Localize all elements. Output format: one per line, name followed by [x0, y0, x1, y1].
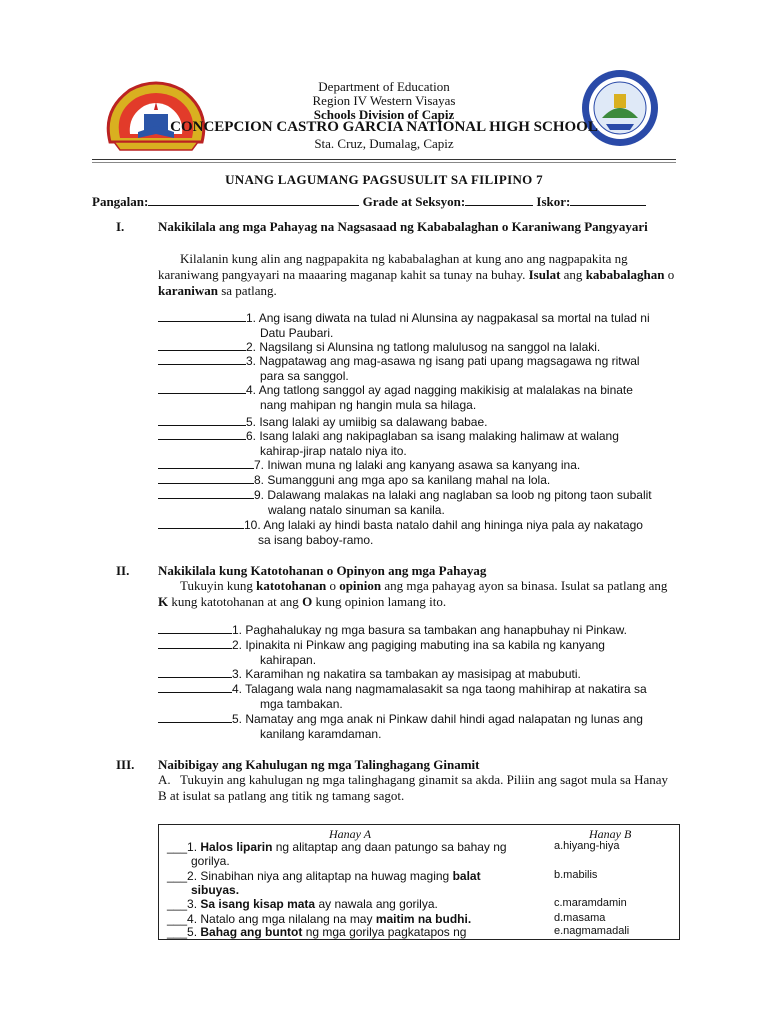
- question-line: [158, 458, 580, 472]
- figurative-phrase: Sa isang kisap mata: [200, 897, 316, 911]
- section-2-number: II.: [116, 563, 130, 578]
- school-address: Sta. Cruz, Dumalag, Capiz: [314, 136, 454, 151]
- answer-blank[interactable]: [158, 382, 246, 394]
- answer-blank[interactable]: [158, 457, 254, 469]
- statement-number: 5.: [232, 712, 246, 726]
- question-text: Iniwan muna ng lalaki ang kanyang asawa sa kanyang ina.: [267, 458, 581, 472]
- statement-item: [158, 666, 678, 682]
- item-text: ay nawala ang gorilya.: [315, 897, 438, 911]
- page-title: UNANG LAGUMANG PAGSUSULIT SA FILIPINO 7: [225, 172, 543, 187]
- question-item: [158, 517, 678, 547]
- section-1-number: I.: [116, 219, 125, 234]
- statement-line: [158, 667, 581, 681]
- statement-number: 1.: [232, 623, 246, 637]
- item-number: 5.: [187, 925, 201, 939]
- header-divider: [92, 159, 676, 160]
- answer-blank[interactable]: ___: [167, 912, 188, 926]
- statement-item: [158, 681, 678, 711]
- section-3-title: Naibibigay ang Kahulugan ng mga Talinghagang Ginamit: [158, 757, 480, 772]
- section-2-title: Nakikilala kung Katotohanan o Opinyon ang mga Pahayag: [158, 563, 487, 578]
- question-line: [158, 311, 650, 325]
- question-line: [158, 518, 643, 532]
- division-name: Schools Division of Capiz: [313, 107, 455, 122]
- question-line: [158, 354, 640, 368]
- answer-blank[interactable]: [158, 622, 232, 634]
- department-name: Department of Education: [318, 79, 450, 94]
- statement-line: [158, 638, 605, 652]
- statement-line: [158, 623, 627, 637]
- question-number: 3.: [246, 354, 260, 368]
- question-number: 4.: [246, 383, 259, 397]
- figurative-phrase: Halos liparin: [200, 840, 273, 854]
- item-text: ng alitaptap ang daan patungo sa bahay ng: [272, 840, 507, 854]
- matching-table: [158, 824, 680, 940]
- question-line: [158, 383, 633, 397]
- question-number: 10.: [244, 518, 264, 532]
- name-label: Pangalan:: [92, 194, 149, 209]
- hanay-b-choice: d.masama: [554, 912, 606, 924]
- answer-blank[interactable]: [158, 681, 232, 693]
- question-text: Sumangguni ang mga apo sa kanilang mahal na lola.: [267, 473, 551, 487]
- question-item: [158, 382, 678, 412]
- statement-number: 3.: [232, 667, 246, 681]
- hanay-a-item: [167, 925, 527, 939]
- question-text: Nagsilang si Alunsina ng tatlong malulusog na sanggol na lalaki.: [259, 340, 601, 354]
- hanay-b-choice: c.maramdamin: [554, 897, 627, 909]
- question-line: [158, 340, 600, 354]
- answer-blank[interactable]: [158, 637, 232, 649]
- figurative-phrase-continuation: sibuyas.: [191, 883, 240, 897]
- item-text: ng mga gorilya pagkatapos ng: [302, 925, 467, 939]
- question-number: 9.: [254, 488, 268, 502]
- question-item: [158, 472, 678, 488]
- section-3-number: III.: [116, 757, 135, 772]
- hanay-b-choice: e.nagmamadali: [554, 925, 630, 937]
- hanay-b-choice: b.mabilis: [554, 869, 598, 881]
- answer-blank[interactable]: [158, 353, 246, 365]
- score-label: Iskor:: [536, 194, 571, 209]
- statement-line: [158, 712, 643, 726]
- question-continuation: para sa sanggol.: [260, 368, 349, 383]
- answer-blank[interactable]: [158, 414, 246, 426]
- hanay-a-item: [167, 897, 527, 911]
- answer-blank[interactable]: [158, 487, 254, 499]
- question-text: Ang isang diwata na tulad ni Alunsina ay nagpakasal sa mortal na tulad ni: [258, 311, 650, 325]
- answer-blank[interactable]: [158, 472, 254, 484]
- question-item: [158, 310, 678, 340]
- statement-item: [158, 622, 678, 638]
- question-number: 6.: [246, 429, 260, 443]
- statement-number: 2.: [232, 638, 246, 652]
- hanay-b-header: Hanay B: [589, 827, 632, 841]
- section-2-instructions: Tukuyin kung katotohanan o opinion ang mga pahayag ayon sa binasa. Isulat sa patlang ang K kung katotohanan at ang O kung opinion lamang ito.: [158, 578, 668, 609]
- question-number: 1.: [246, 311, 259, 325]
- statement-text: Talagang wala nang nagmamalasakit sa nga taong mahihirap at nakatira sa: [245, 682, 647, 696]
- grade-blank[interactable]: [465, 205, 533, 206]
- item-number: 3.: [187, 897, 201, 911]
- question-text: Dalawang malakas na lalaki ang naglaban sa loob ng pitong taon subalit: [267, 488, 652, 502]
- item-number: 4.: [187, 912, 201, 926]
- name-blank[interactable]: [148, 205, 359, 206]
- question-item: [158, 353, 678, 383]
- answer-blank[interactable]: [158, 310, 246, 322]
- statement-text: Ipinakita ni Pinkaw ang pagiging mabuting ina sa kabila ng kanyang: [245, 638, 605, 652]
- sub-letter: A.: [158, 772, 171, 787]
- statement-text: Paghahalukay ng mga basura sa tambakan ang hanapbuhay ni Pinkaw.: [245, 623, 627, 637]
- statement-line: [158, 682, 647, 696]
- hanay-a-header: Hanay A: [329, 827, 372, 841]
- header-divider-second: [92, 162, 676, 163]
- question-continuation: walang natalo sinuman sa kanila.: [268, 502, 445, 517]
- question-text: Ang lalaki ay hindi basta natalo dahil ang hininga niya pala ay nakatago: [263, 518, 643, 532]
- question-number: 2.: [246, 340, 260, 354]
- item-continuation: gorilya.: [191, 854, 230, 868]
- answer-blank[interactable]: [158, 711, 232, 723]
- hanay-a-item: [167, 869, 527, 897]
- answer-blank[interactable]: [158, 339, 246, 351]
- hanay-a-item: [167, 840, 527, 868]
- question-continuation: Datu Paubari.: [260, 325, 334, 340]
- answer-blank[interactable]: ___: [167, 925, 188, 939]
- statement-continuation: kahirapan.: [260, 652, 317, 667]
- statement-item: [158, 711, 678, 741]
- student-info-line: [92, 194, 646, 210]
- question-text: Ang tatlong sanggol ay agad nagging makikisig at malalakas na binate: [258, 383, 633, 397]
- section-1-title: Nakikilala ang mga Pahayag na Nagsasaad ng Kababalaghan o Karaniwang Pangyayari: [158, 219, 648, 234]
- figurative-phrase: Bahag ang buntot: [200, 925, 303, 939]
- question-line: [158, 429, 619, 443]
- answer-blank[interactable]: ___: [167, 869, 188, 883]
- section-3-instructions: A. Tukuyin ang kahulugan ng mga talinghagang ginamit sa akda. Piliin ang sagot mula sa Hanay B at isulat sa patlang ang titik ng tamang sagot.: [158, 772, 669, 803]
- statement-number: 4.: [232, 682, 246, 696]
- question-number: 8.: [254, 473, 268, 487]
- question-line: [158, 415, 488, 429]
- question-continuation: sa isang baboy-ramo.: [258, 532, 374, 547]
- school-name: CONCEPCION CASTRO GARCIA NATIONAL HIGH SCHOOL: [170, 119, 598, 135]
- question-item: [158, 428, 678, 458]
- question-item: [158, 457, 678, 473]
- score-blank[interactable]: [570, 205, 646, 206]
- figurative-phrase: maitim na budhi.: [375, 912, 472, 926]
- answer-blank[interactable]: [158, 428, 246, 440]
- statement-text: Karamihan ng nakatira sa tambakan ay masisipag at mabubuti.: [245, 667, 581, 681]
- answer-blank[interactable]: ___: [167, 897, 188, 911]
- question-text: Isang lalaki ay umiibig sa dalawang babae.: [259, 415, 488, 429]
- statement-continuation: kanilang karamdaman.: [260, 726, 382, 741]
- question-text: Isang lalaki ang nakipaglaban sa isang malaking halimaw at walang: [259, 429, 619, 443]
- question-line: [158, 473, 550, 487]
- question-text: Nagpatawag ang mag-asawa ng isang pati upang magsagawa ng ritwal: [259, 354, 640, 368]
- question-line: [158, 488, 652, 502]
- answer-blank[interactable]: [158, 517, 244, 529]
- item-text: Sinabihan niya ang alitaptap na huwag maging: [200, 869, 453, 883]
- hanay-a-item: [167, 912, 527, 926]
- question-continuation: kahirap-jirap natalo niya ito.: [260, 443, 407, 458]
- figurative-phrase: balat: [452, 869, 481, 883]
- statement-text: Namatay ang mga anak ni Pinkaw dahil hindi agad nalapatan ng lunas ang: [245, 712, 643, 726]
- statement-item: [158, 637, 678, 667]
- item-number: 2.: [187, 869, 201, 883]
- item-text: Natalo ang mga nilalang na may: [200, 912, 376, 926]
- question-number: 5.: [246, 415, 260, 429]
- question-number: 7.: [254, 458, 268, 472]
- question-item: [158, 487, 678, 517]
- answer-blank[interactable]: ___: [167, 840, 188, 854]
- item-number: 1.: [187, 840, 201, 854]
- section-1-instructions: Kilalanin kung alin ang nagpapakita ng kababalaghan at kung ano ang nagpapakita ng karaniwang pangyayari na maaaring maganap kahit sa tunay na buhay. Isulat ang kababalaghan o karaniwan sa patlang.: [158, 251, 675, 298]
- hanay-b-choice: a.hiyang-hiya: [554, 840, 620, 852]
- answer-blank[interactable]: [158, 666, 232, 678]
- question-continuation: nang mahipan ng hangin mula sa hilaga.: [260, 397, 477, 412]
- grade-label: Grade at Seksyon:: [362, 194, 466, 209]
- statement-continuation: mga tambakan.: [260, 696, 343, 711]
- region-name: Region IV Western Visayas: [312, 93, 456, 108]
